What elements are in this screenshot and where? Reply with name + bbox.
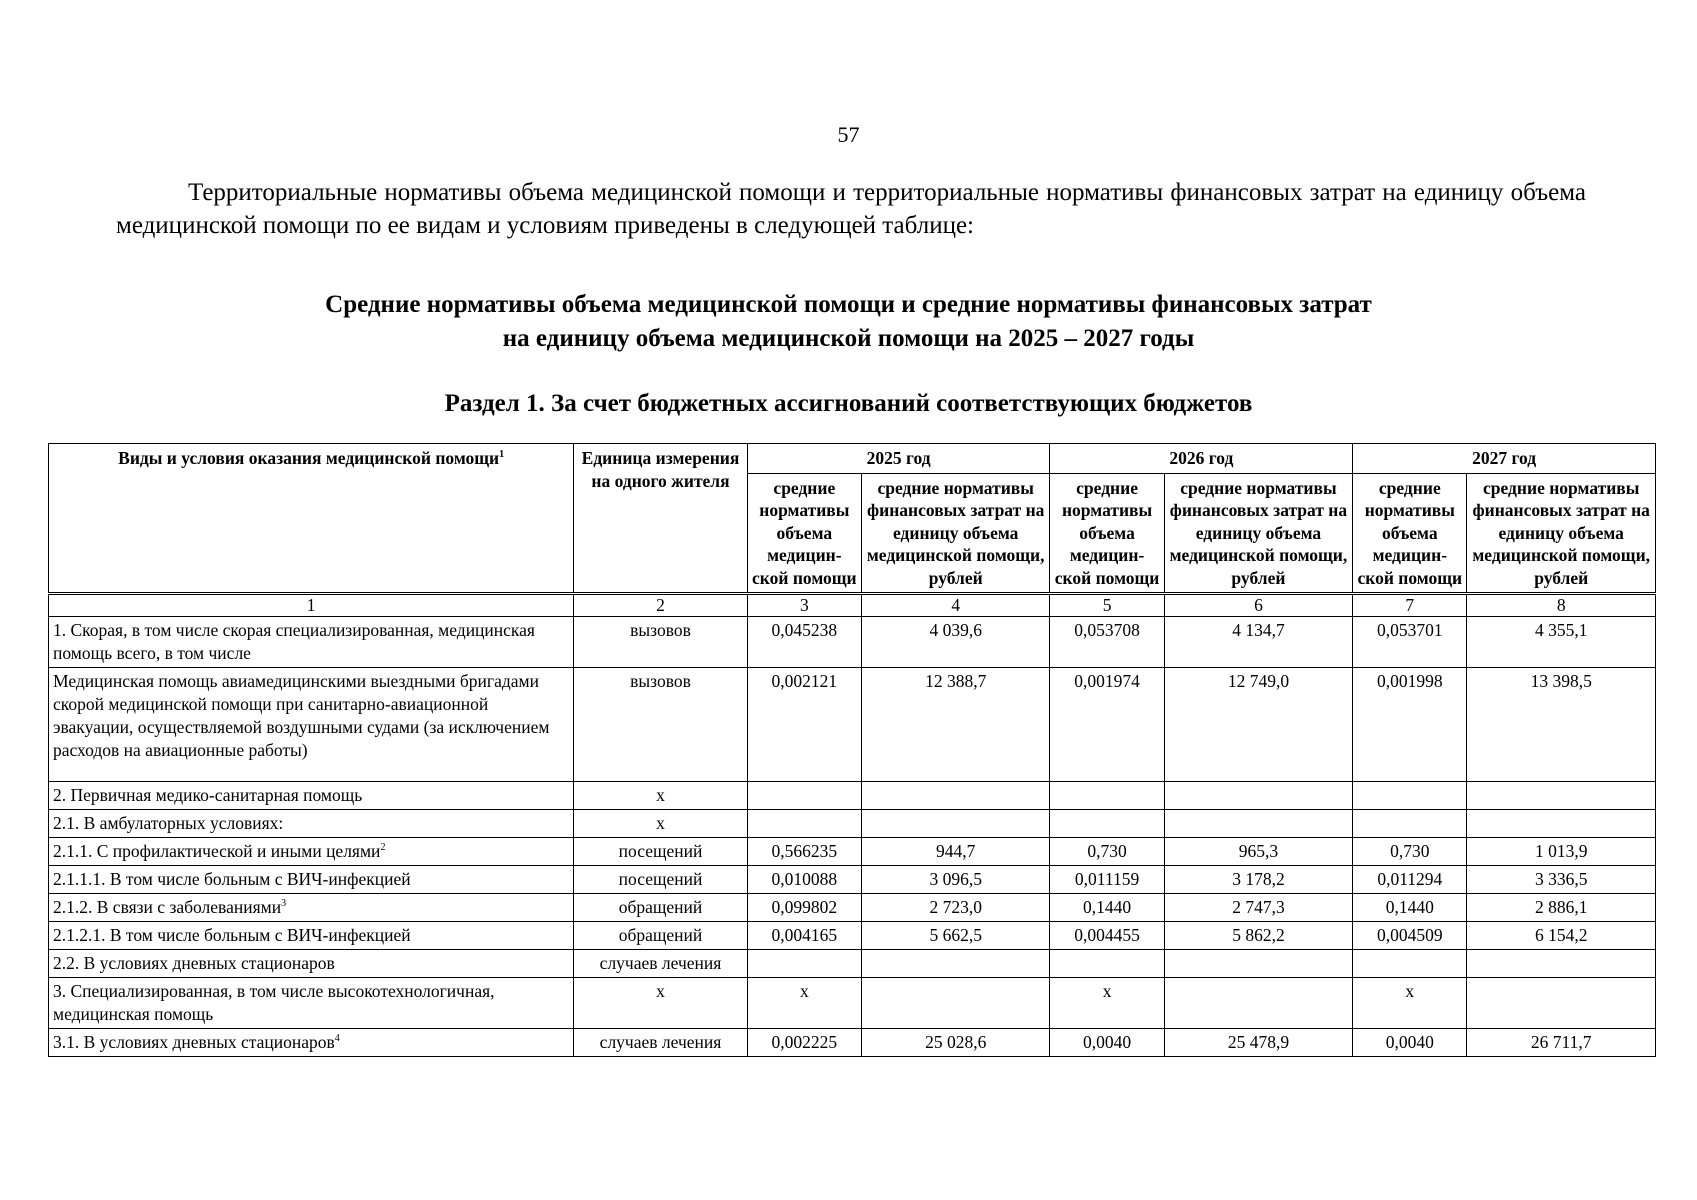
document-title: [0, 288, 1697, 356]
row-cost-2025: [861, 950, 1049, 978]
table-row: [49, 866, 1656, 894]
row-name: [49, 617, 574, 668]
row-cost-2025: [861, 978, 1049, 1029]
row-volume-2027: [1353, 810, 1467, 838]
section-title: Раздел 1. За счет бюджетных ассигнований соответствующих бюджетов: [444, 390, 1253, 417]
row-cost-2027: 26 711,7: [1467, 1029, 1656, 1057]
header-cost-2026: средние нормативы финансовых затрат на единицу объема медицинской помощи, рублей: [1164, 473, 1352, 594]
row-name: [49, 866, 574, 894]
row-cost-2027: [1467, 978, 1656, 1029]
row-unit: вызовов: [574, 668, 747, 782]
row-cost-2027: 2 886,1: [1467, 894, 1656, 922]
column-number: 7: [1353, 594, 1467, 617]
row-unit: случаев лечения: [574, 1029, 747, 1057]
row-name-text: 3. Специализированная, в том числе высокотехнологичная, медицинская помощь: [53, 981, 495, 1024]
row-cost-2025: 4 039,6: [861, 617, 1049, 668]
row-name-text: 2. Первичная медико-санитарная помощь: [53, 785, 363, 805]
row-volume-2027: 0,0040: [1353, 1029, 1467, 1057]
row-name-text: 2.1.2.1. В том числе больным с ВИЧ-инфекцией: [53, 925, 411, 945]
row-cost-2027: 6 154,2: [1467, 922, 1656, 950]
header-types: Виды и условия оказания медицинской помощи$^1$: [49, 444, 574, 594]
header-unit: Единица измерения на одного жителя: [574, 444, 747, 594]
row-cost-2027: 1 013,9: [1467, 838, 1656, 866]
row-volume-2025: 0,099802: [747, 894, 861, 922]
row-volume-2027: 0,001998: [1353, 668, 1467, 782]
table-body: [49, 594, 1656, 1057]
table-row: [49, 782, 1656, 810]
row-name: [49, 838, 574, 866]
row-volume-2025: 0,002225: [747, 1029, 861, 1057]
page-number: 57: [837, 122, 860, 147]
row-cost-2026: 3 178,2: [1164, 866, 1352, 894]
row-name-text: 1. Скорая, в том числе скорая специализированная, медицинская помощь всего, в том числе: [53, 620, 535, 663]
row-footnote: 4: [334, 1033, 340, 1045]
table-row: [49, 894, 1656, 922]
row-name: [49, 810, 574, 838]
row-volume-2026: 0,0040: [1050, 1029, 1164, 1057]
row-cost-2026: [1164, 810, 1352, 838]
table-row: [49, 978, 1656, 1029]
row-volume-2026: х: [1050, 978, 1164, 1029]
row-volume-2026: [1050, 810, 1164, 838]
row-name: [49, 894, 574, 922]
row-volume-2026: 0,1440: [1050, 894, 1164, 922]
row-name: [49, 950, 574, 978]
row-cost-2025: 2 723,0: [861, 894, 1049, 922]
row-cost-2026: [1164, 782, 1352, 810]
header-volume-2025: средние нормативы объема медицин-ской помощи: [747, 473, 861, 594]
row-volume-2025: х: [747, 978, 861, 1029]
column-number: 2: [574, 594, 747, 617]
row-volume-2025: 0,045238: [747, 617, 861, 668]
row-volume-2027: [1353, 782, 1467, 810]
row-cost-2026: 965,3: [1164, 838, 1352, 866]
row-cost-2026: 12 749,0: [1164, 668, 1352, 782]
row-cost-2027: [1467, 950, 1656, 978]
table-row: [49, 810, 1656, 838]
norms-table: [48, 443, 1656, 1057]
row-cost-2027: [1467, 810, 1656, 838]
row-cost-2026: 4 134,7: [1164, 617, 1352, 668]
table-row: [49, 668, 1656, 782]
row-volume-2025: 0,004165: [747, 922, 861, 950]
row-volume-2027: 0,011294: [1353, 866, 1467, 894]
row-name-text: 3.1. В условиях дневных стационаров: [53, 1032, 335, 1052]
row-volume-2026: 0,053708: [1050, 617, 1164, 668]
row-unit: случаев лечения: [574, 950, 747, 978]
table-row: [49, 1029, 1656, 1057]
row-cost-2025: [861, 782, 1049, 810]
column-number: 8: [1467, 594, 1656, 617]
row-cost-2027: [1467, 782, 1656, 810]
row-name-text: 2.1.1.1. В том числе больным с ВИЧ-инфекцией: [53, 869, 411, 889]
row-unit: обращений: [574, 922, 747, 950]
header-volume-2026: средние нормативы объема медицин-ской помощи: [1050, 473, 1164, 594]
row-unit: посещений: [574, 838, 747, 866]
header-year-2025: 2025 год: [747, 444, 1050, 474]
header-year-2027: 2027 год: [1353, 444, 1656, 474]
row-volume-2026: [1050, 782, 1164, 810]
row-volume-2025: 0,566235: [747, 838, 861, 866]
row-cost-2025: 12 388,7: [861, 668, 1049, 782]
row-name: [49, 922, 574, 950]
row-volume-2025: [747, 950, 861, 978]
row-volume-2025: 0,010088: [747, 866, 861, 894]
row-name: [49, 782, 574, 810]
row-unit: х: [574, 810, 747, 838]
row-volume-2025: [747, 782, 861, 810]
row-cost-2026: [1164, 950, 1352, 978]
row-volume-2026: 0,730: [1050, 838, 1164, 866]
table-row: [49, 838, 1656, 866]
row-unit: вызовов: [574, 617, 747, 668]
row-volume-2026: 0,001974: [1050, 668, 1164, 782]
row-volume-2027: [1353, 950, 1467, 978]
column-number: 6: [1164, 594, 1352, 617]
header-types-footnote: 1: [499, 449, 505, 461]
header-cost-2027: средние нормативы финансовых затрат на единицу объема медицинской помощи, рублей: [1467, 473, 1656, 594]
intro-paragraph: Территориальные нормативы объема медицинской помощи и территориальные нормативы финансовых затрат на единицу объема медицинской помощи по ее видам и условиям приведены в следующей таблице:: [116, 179, 1586, 239]
row-name-text: 2.1. В амбулаторных условиях:: [53, 813, 284, 833]
row-cost-2027: 4 355,1: [1467, 617, 1656, 668]
row-volume-2027: 0,730: [1353, 838, 1467, 866]
row-cost-2025: [861, 810, 1049, 838]
row-cost-2026: 2 747,3: [1164, 894, 1352, 922]
table-row: [49, 617, 1656, 668]
row-volume-2026: 0,004455: [1050, 922, 1164, 950]
table-row: [49, 922, 1656, 950]
column-number: 5: [1050, 594, 1164, 617]
row-cost-2026: 25 478,9: [1164, 1029, 1352, 1057]
column-number: 3: [747, 594, 861, 617]
row-name: [49, 978, 574, 1029]
row-volume-2027: х: [1353, 978, 1467, 1029]
row-cost-2026: [1164, 978, 1352, 1029]
column-number-row: [49, 594, 1656, 617]
row-volume-2025: 0,002121: [747, 668, 861, 782]
row-name-text: 2.1.2. В связи с заболеваниями: [53, 897, 282, 917]
row-volume-2025: [747, 810, 861, 838]
row-volume-2026: 0,011159: [1050, 866, 1164, 894]
row-unit: х: [574, 978, 747, 1029]
row-footnote: 3: [281, 898, 287, 910]
row-footnote: 2: [380, 842, 386, 854]
row-volume-2027: 0,1440: [1353, 894, 1467, 922]
row-unit: посещений: [574, 866, 747, 894]
row-volume-2027: 0,004509: [1353, 922, 1467, 950]
row-cost-2026: 5 862,2: [1164, 922, 1352, 950]
row-cost-2025: 5 662,5: [861, 922, 1049, 950]
row-cost-2025: 25 028,6: [861, 1029, 1049, 1057]
row-unit: х: [574, 782, 747, 810]
row-cost-2025: 944,7: [861, 838, 1049, 866]
row-unit: обращений: [574, 894, 747, 922]
row-name-text: 2.2. В условиях дневных стационаров: [53, 953, 335, 973]
row-name-text: 2.1.1. С профилактической и иными целями: [53, 841, 381, 861]
row-cost-2027: 13 398,5: [1467, 668, 1656, 782]
header-volume-2027: средние нормативы объема медицин-ской помощи: [1353, 473, 1467, 594]
row-cost-2025: 3 096,5: [861, 866, 1049, 894]
title-line-2: на единицу объема медицинской помощи на 2025 – 2027 годы: [502, 325, 1195, 352]
row-volume-2027: 0,053701: [1353, 617, 1467, 668]
column-number: 4: [861, 594, 1049, 617]
table-row: [49, 950, 1656, 978]
row-name: [49, 668, 574, 782]
header-year-2026: 2026 год: [1050, 444, 1353, 474]
column-number: 1: [49, 594, 574, 617]
title-line-1: Средние нормативы объема медицинской помощи и средние нормативы финансовых затрат: [325, 291, 1372, 318]
row-name-text: Медицинская помощь авиамедицинскими выездными бригадами скорой медицинской помощи при санитарно-авиационной эвакуации, осуществляемой воздушными судами (за исключением расходов на авиационные работы): [53, 671, 550, 760]
header-cost-2025: средние нормативы финансовых затрат на единицу объема медицинской помощи, рублей: [861, 473, 1049, 594]
row-name: [49, 1029, 574, 1057]
row-cost-2027: 3 336,5: [1467, 866, 1656, 894]
row-volume-2026: [1050, 950, 1164, 978]
